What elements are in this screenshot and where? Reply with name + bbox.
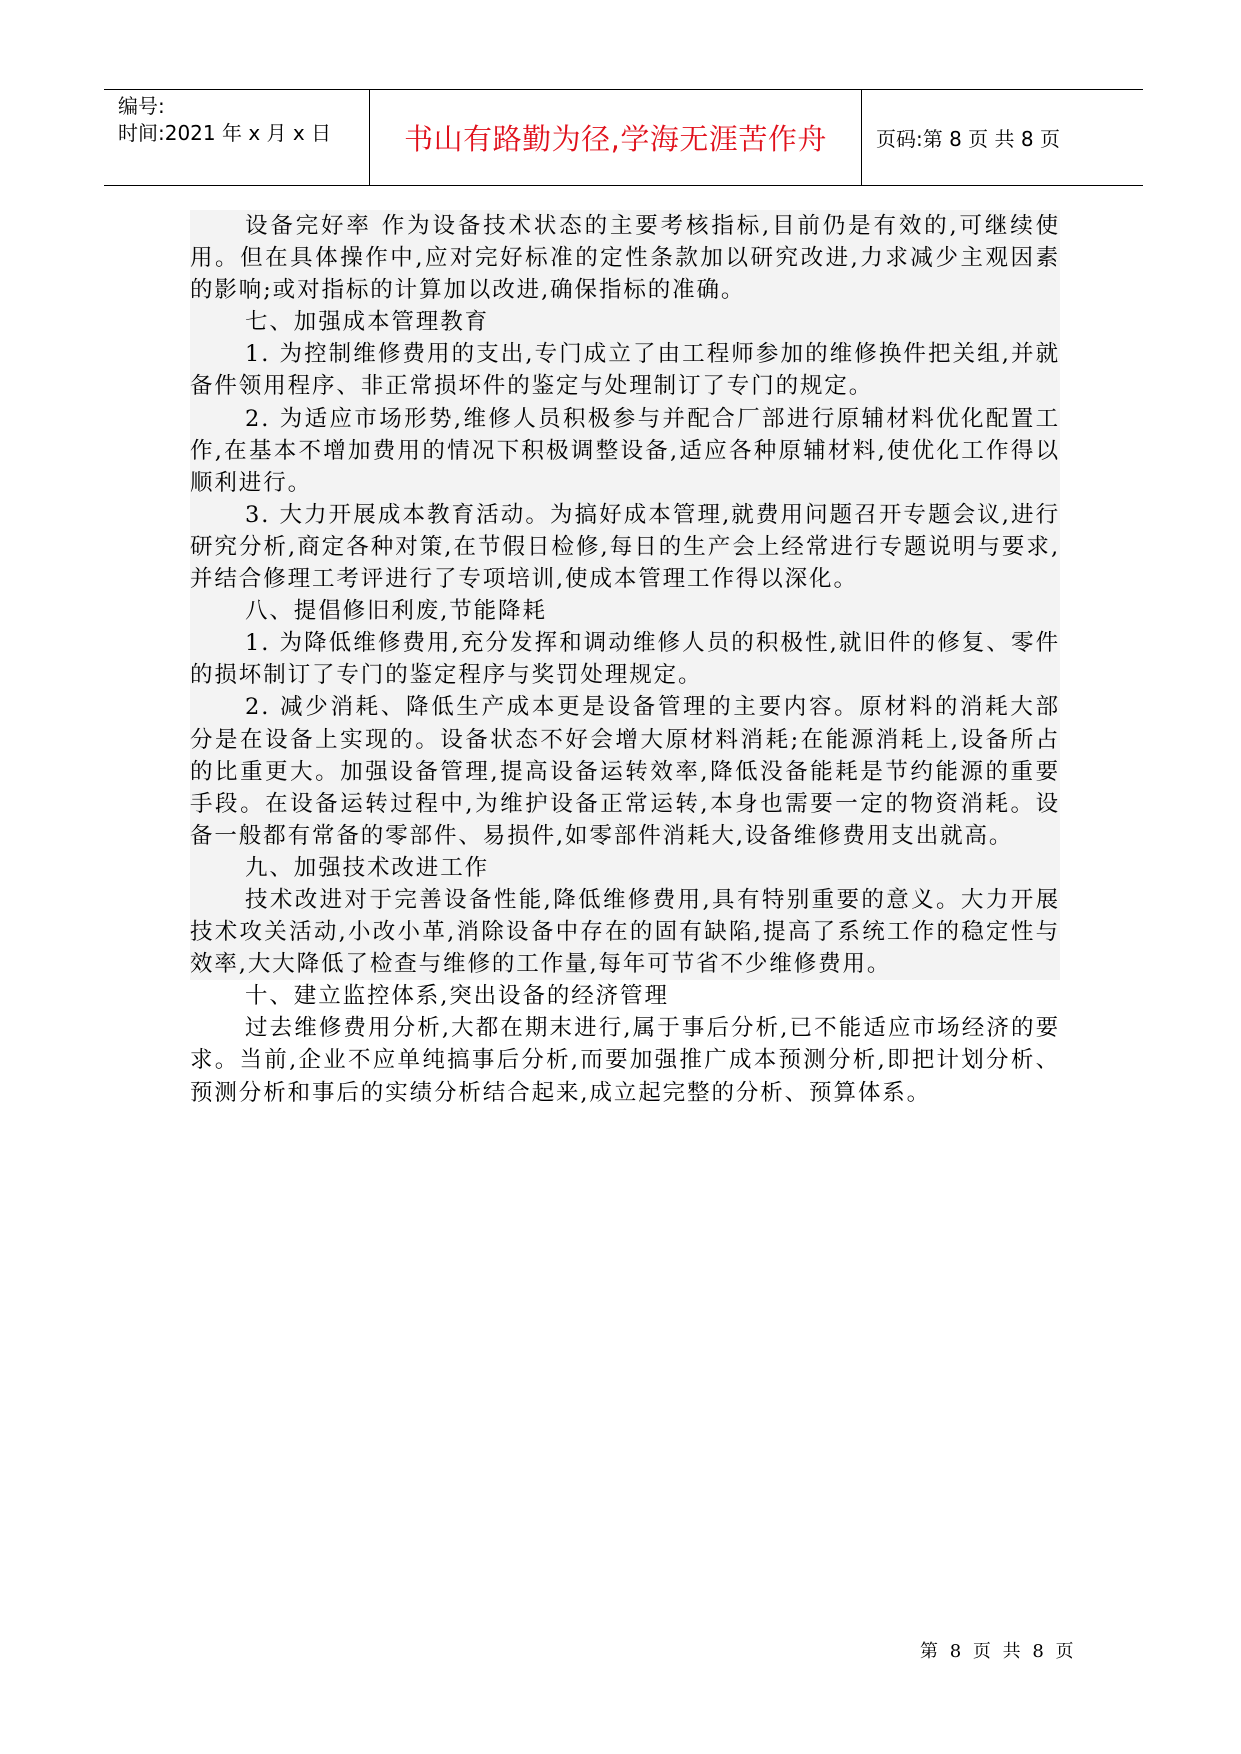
- header-motto-cell: [370, 90, 862, 185]
- document-header: [104, 89, 1143, 186]
- paragraph-10: 过去维修费用分析,大都在期末进行,属于事后分析,已不能适应市场经济的要求。当前,企业不应单纯搞事后分析,而要加强推广成本预测分析,即把计划分析、预测分析和事后的实绩分析结合起来,成立起完整的分析、预算体系。: [190, 1015, 1060, 1106]
- section-heading-8: 八、提倡修旧利废,节能降耗: [245, 598, 547, 625]
- paragraph-7-3: 3. 大力开展成本教育活动。为搞好成本管理,就费用问题召开专题会议,进行研究分析,商定各种对策,在节假日检修,每日的生产会上经常进行专题说明与要求,并结合修理工考评进行了专项培训,使成本管理工作得以深化。: [190, 501, 1060, 593]
- document-time-label: 时间:2021 年 x 月 x 日: [118, 121, 332, 145]
- paragraph-8-1: 1. 为降低维修费用,充分发挥和调动维修人员的积极性,就旧件的修复、零件的损坏制订了专门的鉴定程序与奖罚处理规定。: [190, 630, 1060, 689]
- document-body: [190, 210, 1060, 1109]
- paragraph-7-1: 1. 为控制维修费用的支出,专门成立了由工程师参加的维修换件把关组,并就备件领用程序、非正常损坏件的鉴定与处理制订了专门的规定。: [190, 341, 1060, 400]
- header-meta-cell: [104, 90, 370, 185]
- paragraph-7-2: 2. 为适应市场形势,维修人员积极参与并配合厂部进行原辅材料优化配置工作,在基本不增加费用的情况下积极调整设备,适应各种原辅材料,使优化工作得以顺利进行。: [190, 405, 1060, 496]
- section-heading-7: 七、加强成本管理教育: [245, 309, 490, 336]
- paragraph-intro: 设备完好率 作为设备技术状态的主要考核指标,目前仍是有效的,可继续使用。但在具体操作中,应对完好标准的定性条款加以研究改进,力求减少主观因素的影响;或对指标的计算加以改进,确保指标的准确。: [190, 213, 1060, 304]
- header-page-code: 页码:第 8 页 共 8 页: [876, 127, 1060, 151]
- section-heading-9: 九、加强技术改进工作: [245, 854, 490, 881]
- paragraph-8-2: 2. 减少消耗、降低生产成本更是设备管理的主要内容。原材料的消耗大部分是在设备上实现的。设备状态不好会增大原材料消耗;在能源消耗上,设备所占的比重更大。加强设备管理,提高设备运转效率,降低没备能耗是节约能源的重要手段。在设备运转过程中,为维护设备正常运转,本身也需要一定的物资消耗。设备一般都有常备的零部件、易损件,如零部件消耗大,设备维修费用支出就高。: [190, 694, 1060, 849]
- section-heading-10: 十、建立监控体系,突出设备的经济管理: [245, 983, 669, 1010]
- header-page-cell: [862, 90, 1143, 185]
- header-motto: 书山有路勤为径,学海无涯苦作舟: [404, 122, 827, 156]
- shaded-block: [190, 210, 1060, 980]
- document-number-label: 编号:: [118, 94, 165, 118]
- page-footer: 第 8 页 共 8 页: [920, 1641, 1077, 1662]
- paragraph-9: 技术改进对于完善设备性能,降低维修费用,具有特别重要的意义。大力开展技术攻关活动,小改小革,消除设备中存在的固有缺陷,提高了系统工作的稳定性与效率,大大降低了检查与维修的工作量,每年可节省不少维修费用。: [190, 886, 1060, 978]
